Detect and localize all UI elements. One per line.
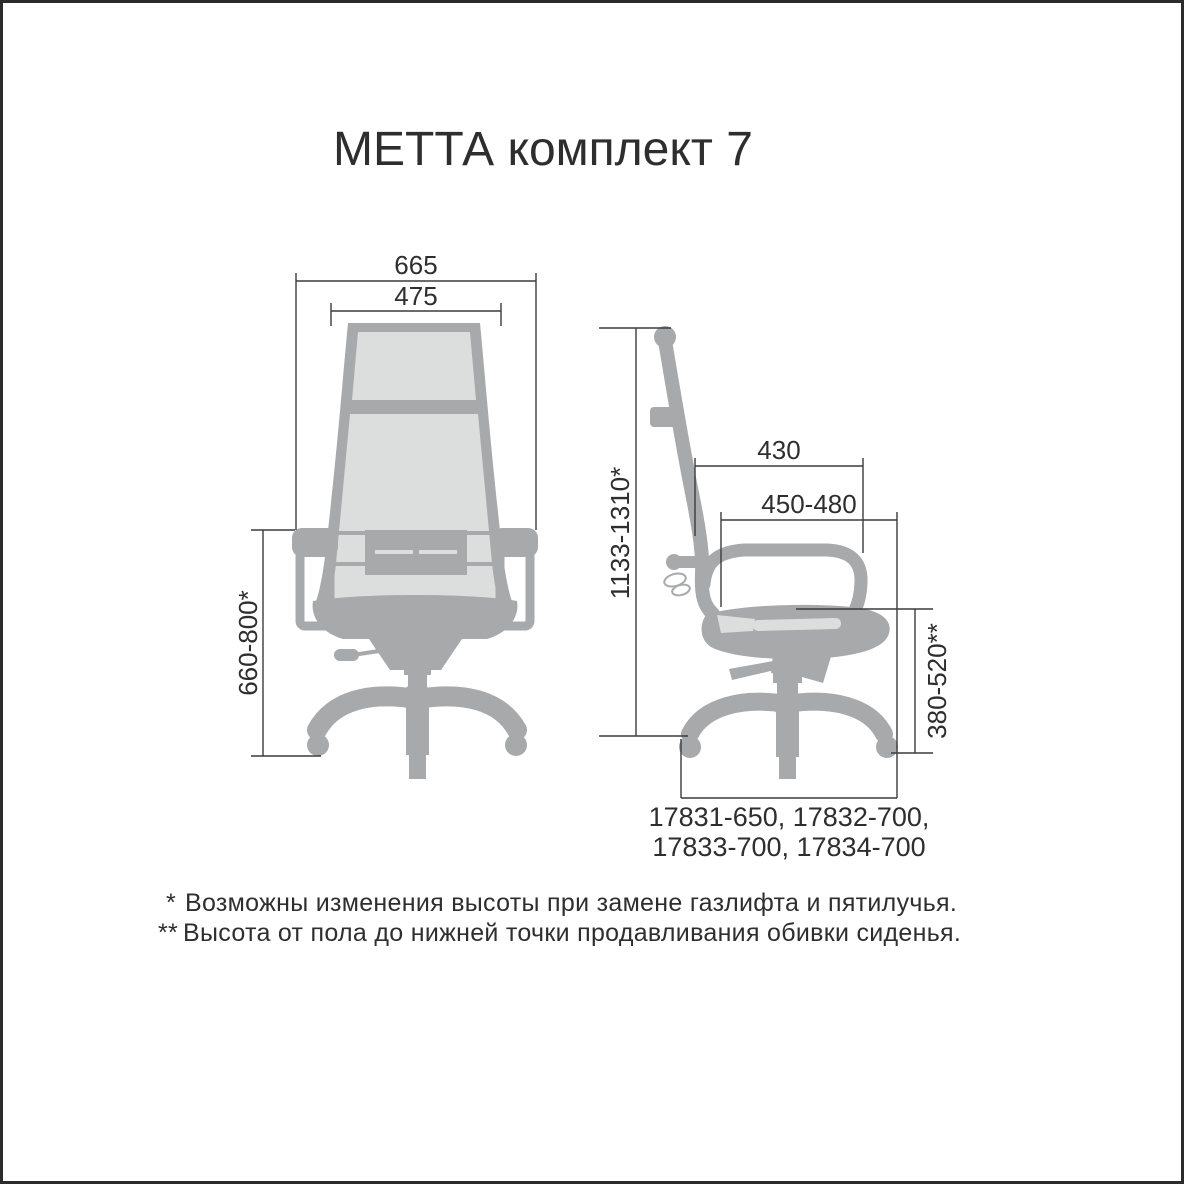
seat-slot: [753, 618, 841, 631]
dim-label-armrest-height: 660-800*: [233, 590, 263, 696]
base-arm-left: [317, 696, 417, 730]
gas-lift-upper: [404, 639, 431, 675]
dim-armrest-height: [233, 530, 321, 756]
headrest-panel: [352, 332, 476, 400]
tilt-lever-handle: [334, 649, 359, 661]
lumbar-pad-slot-right: [419, 550, 457, 554]
footnotes: [158, 889, 961, 947]
lumbar-pad-slot-left: [375, 550, 413, 554]
base-arm-right: [417, 696, 517, 730]
lumbar-wire-loop: [663, 571, 687, 588]
base-leg-front: [776, 697, 799, 757]
caster-right: [876, 736, 898, 758]
caster-left: [307, 734, 329, 756]
dim-label-backrest-width: 475: [394, 281, 438, 311]
lumbar-wire-loop: [671, 583, 691, 597]
front-chair: [292, 323, 538, 779]
dim-label-seat-width: 450-480: [761, 489, 857, 519]
footnote-text: Высота от пола до нижней точки продавливания обивки сиденья.: [183, 919, 962, 947]
base: [307, 683, 527, 779]
seat: [313, 595, 518, 639]
lumbar-adjuster: [663, 554, 697, 597]
base-leg-front-caster: [409, 755, 426, 779]
lumbar-adjuster-knob: [666, 554, 682, 570]
chair-dimension-diagram: [3, 3, 1184, 1187]
base-arm-left: [690, 702, 787, 734]
footnote-gas-lift: [166, 889, 957, 917]
dim-label-overall-width: 665: [394, 250, 438, 280]
base-leg-front-caster: [779, 757, 796, 779]
page-title: МЕТТА комплект 7: [333, 123, 753, 176]
base-models-line2: 17833-700, 17834-700: [652, 832, 926, 862]
base-leg-front: [406, 691, 429, 755]
gas-lift-upper: [773, 651, 802, 683]
caster-right: [505, 734, 527, 756]
caster-left: [679, 736, 701, 758]
base-arm-right: [787, 702, 884, 734]
dim-label-seat-height: 380-520**: [922, 623, 952, 739]
side-lever: [729, 661, 775, 680]
dim-label-overall-height: 1133-1310*: [605, 466, 635, 600]
base-models-line1: 17831-650, 17832-700,: [648, 802, 930, 832]
headrest-adjust-knob: [650, 407, 678, 427]
base: [679, 690, 898, 779]
footnote-marker: **: [158, 919, 179, 947]
dim-label-seat-depth: 430: [757, 435, 801, 465]
side-chair: [650, 326, 898, 779]
front-view: [233, 250, 538, 779]
footnote-text: Возможны изменения высоты при замене газлифта и пятилучья.: [185, 889, 958, 917]
side-view: [599, 326, 952, 862]
footnote-marker: *: [166, 889, 177, 917]
footnote-seat-height: [158, 919, 961, 947]
dim-backrest-width: [331, 281, 501, 326]
